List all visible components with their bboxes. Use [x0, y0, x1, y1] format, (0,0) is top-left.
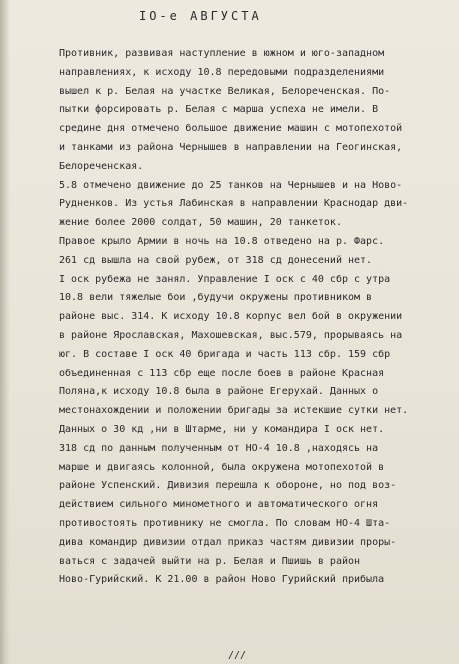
- text-line: 10.8 вели тяжелые бои ,будучи окружены противником в: [59, 292, 373, 304]
- text-line: Рудненков. Из устья Лабинская в направлении Краснодар дви-: [59, 198, 409, 210]
- text-line: объединенная с 113 сбр еще после боев в районе Красная: [59, 367, 385, 379]
- text-line: направлениях, к исходу 10.8 передовыми подразделениями: [59, 66, 385, 78]
- text-line: юг. В составе I оск 40 бригада и часть 113 сбр. 159 сбр: [59, 348, 391, 360]
- text-line: районе Успенский. Дивизия перешла к обороне, но под воз-: [59, 480, 397, 492]
- page-fold-shadow: [0, 0, 10, 664]
- text-line: Ново-Гурийский. К 21.00 в район Ново Гурийский прибыла: [59, 574, 385, 586]
- text-line: Правое крыло Армии в ночь на 10.8 отведено на р. Фарс.: [59, 235, 385, 247]
- text-line: марше и двигаясь колонной, была окружена мотопехотой в: [59, 461, 385, 473]
- text-line: Поляна,к исходу 10.8 была в районе Егерухай. Данных о: [59, 386, 379, 398]
- document-title: IO-е АВГУСТА: [139, 9, 262, 23]
- text-line: и танками из района Чернышев в направлении на Геогинская,: [59, 141, 403, 153]
- text-line: дива командир дивизии отдал приказ частям дивизии проры-: [59, 536, 397, 548]
- text-line: районе выс. 314. К исходу 10.8 корпус вел бой в окружении: [59, 311, 403, 323]
- text-line: 261 сд вышла на свой рубеж, от 318 сд донесений нет.: [59, 254, 373, 266]
- text-line: вышел к р. Белая на участке Великая, Белореченская. По-: [59, 85, 391, 97]
- text-line: жение более 2000 солдат, 50 машин, 20 танкеток.: [59, 217, 342, 229]
- page-number: ///: [228, 650, 247, 661]
- text-line: 5.8 отмечено движение до 25 танков на Чернышев и на Ново-: [59, 179, 403, 191]
- text-line: средине дня отмечено большое движение машин с мотопехотой: [59, 123, 403, 135]
- text-line: местонахождении и положении бригады за истекшие сутки нет.: [59, 405, 409, 417]
- document-body: [59, 45, 454, 590]
- text-line: Противник, развивая наступление в южном и юго-западном: [59, 48, 385, 59]
- text-line: I оск рубежа не занял. Управление I оск с 40 сбр с утра: [59, 273, 391, 285]
- text-line: Белореченская.: [59, 160, 144, 172]
- text-line: в районе Ярославская, Махошевская, выс.579, прорываясь на: [59, 329, 403, 341]
- text-line: 318 сд по данным полученным от НО-4 10.8 ,находясь на: [59, 442, 379, 454]
- text-line: Данных о 30 кд ,ни в Штарме, ни у командира I оск нет.: [59, 423, 385, 435]
- text-line: действием сильного минометного и автоматического огня: [59, 499, 379, 511]
- text-line: пытки форсировать р. Белая с марша успеха не имели. В: [59, 104, 379, 116]
- text-line: ваться с задачей выйти на р. Белая и Пшишь в район: [59, 555, 361, 567]
- text-line: противостоять противнику не смогла. По словам НО-4 Шта-: [59, 517, 391, 529]
